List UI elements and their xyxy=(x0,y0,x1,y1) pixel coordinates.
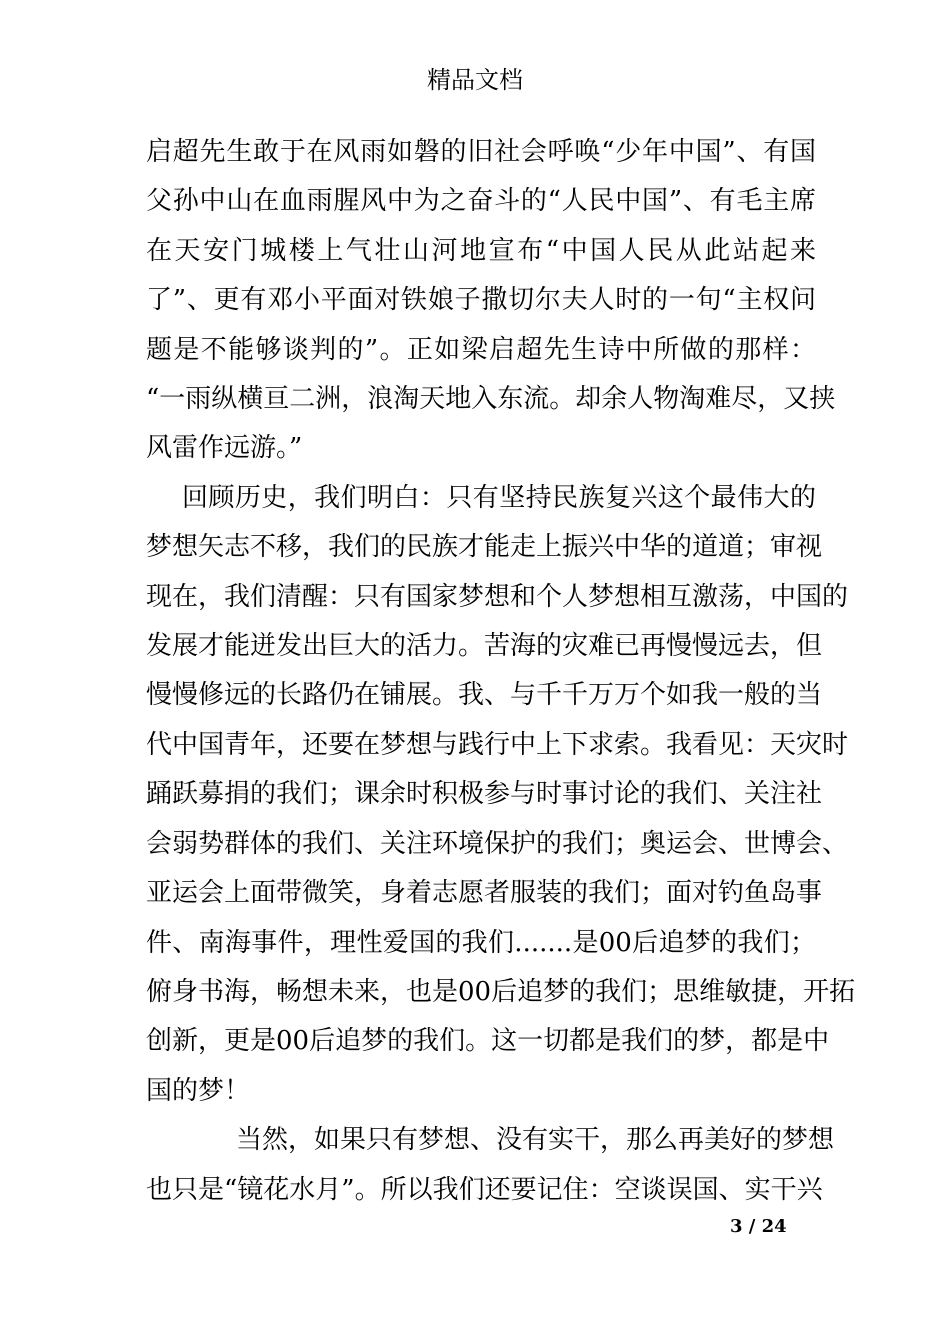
text-line: 代中国青年，还要在梦想与践行中上下求索。我看见：天灾时 xyxy=(146,729,849,760)
text-line: 了”、更有邓小平面对铁娘子撒切尔夫人时的一句“主权问 xyxy=(146,285,816,316)
text-line: 国的梦！ xyxy=(146,1075,251,1106)
text-line: 启超先生敢于在风雨如磐的旧社会呼唤“少年中国”、有国 xyxy=(146,137,816,167)
paragraph-start-line: 回顾历史，我们明白：只有坚持民族复兴这个最伟大的 xyxy=(182,482,816,513)
text-line: 亚运会上面带微笑，身着志愿者服装的我们；面对钓鱼岛事 xyxy=(146,878,823,909)
text-line: 题是不能够谈判的”。正如梁启超先生诗中所做的那样： xyxy=(146,334,816,365)
page-number: 3 / 24 xyxy=(730,1216,787,1237)
text-line: 创新，更是00后追梦的我们。这一切都是我们的梦，都是中 xyxy=(146,1026,830,1057)
text-line: 慢慢修远的长路仍在铺展。我、与千千万万个如我一般的当 xyxy=(146,680,823,711)
text-line: 在天安门城楼上气壮山河地宣布“中国人民从此站起来 xyxy=(146,235,816,266)
text-line: 现在，我们清醒：只有国家梦想和个人梦想相互激荡，中国的 xyxy=(146,581,849,612)
text-line: 会弱势群体的我们、关注环境保护的我们；奥运会、世博会、 xyxy=(146,828,849,859)
page-header: 精品文档 xyxy=(427,66,523,94)
text-line: 发展才能迸发出巨大的活力。苦海的灾难已再慢慢远去，但 xyxy=(146,631,823,662)
text-line: 也只是“镜花水月”。所以我们还要记住：空谈误国、实干兴 xyxy=(146,1174,823,1205)
document-body xyxy=(146,128,856,1215)
text-line: 件、南海事件，理性爱国的我们.......是00后追梦的我们； xyxy=(146,927,816,958)
paragraph-start-line: 当然，如果只有梦想、没有实干，那么再美好的梦想 xyxy=(236,1125,835,1156)
text-line: “一雨纵横亘二洲，浪淘天地入东流。却余人物淘难尽，又挟 xyxy=(146,384,836,415)
text-line: 风雷作远游。” xyxy=(146,433,303,464)
text-line: 俯身书海，畅想未来，也是00后追梦的我们；思维敏捷，开拓 xyxy=(146,976,856,1007)
text-line: 踊跃募捐的我们；课余时积极参与时事讨论的我们、关注社 xyxy=(146,779,823,810)
text-line: 父孙中山在血雨腥风中为之奋斗的“人民中国”、有毛主席 xyxy=(146,186,816,217)
text-line: 梦想矢志不移，我们的民族才能走上振兴中华的道道；审视 xyxy=(146,532,823,563)
